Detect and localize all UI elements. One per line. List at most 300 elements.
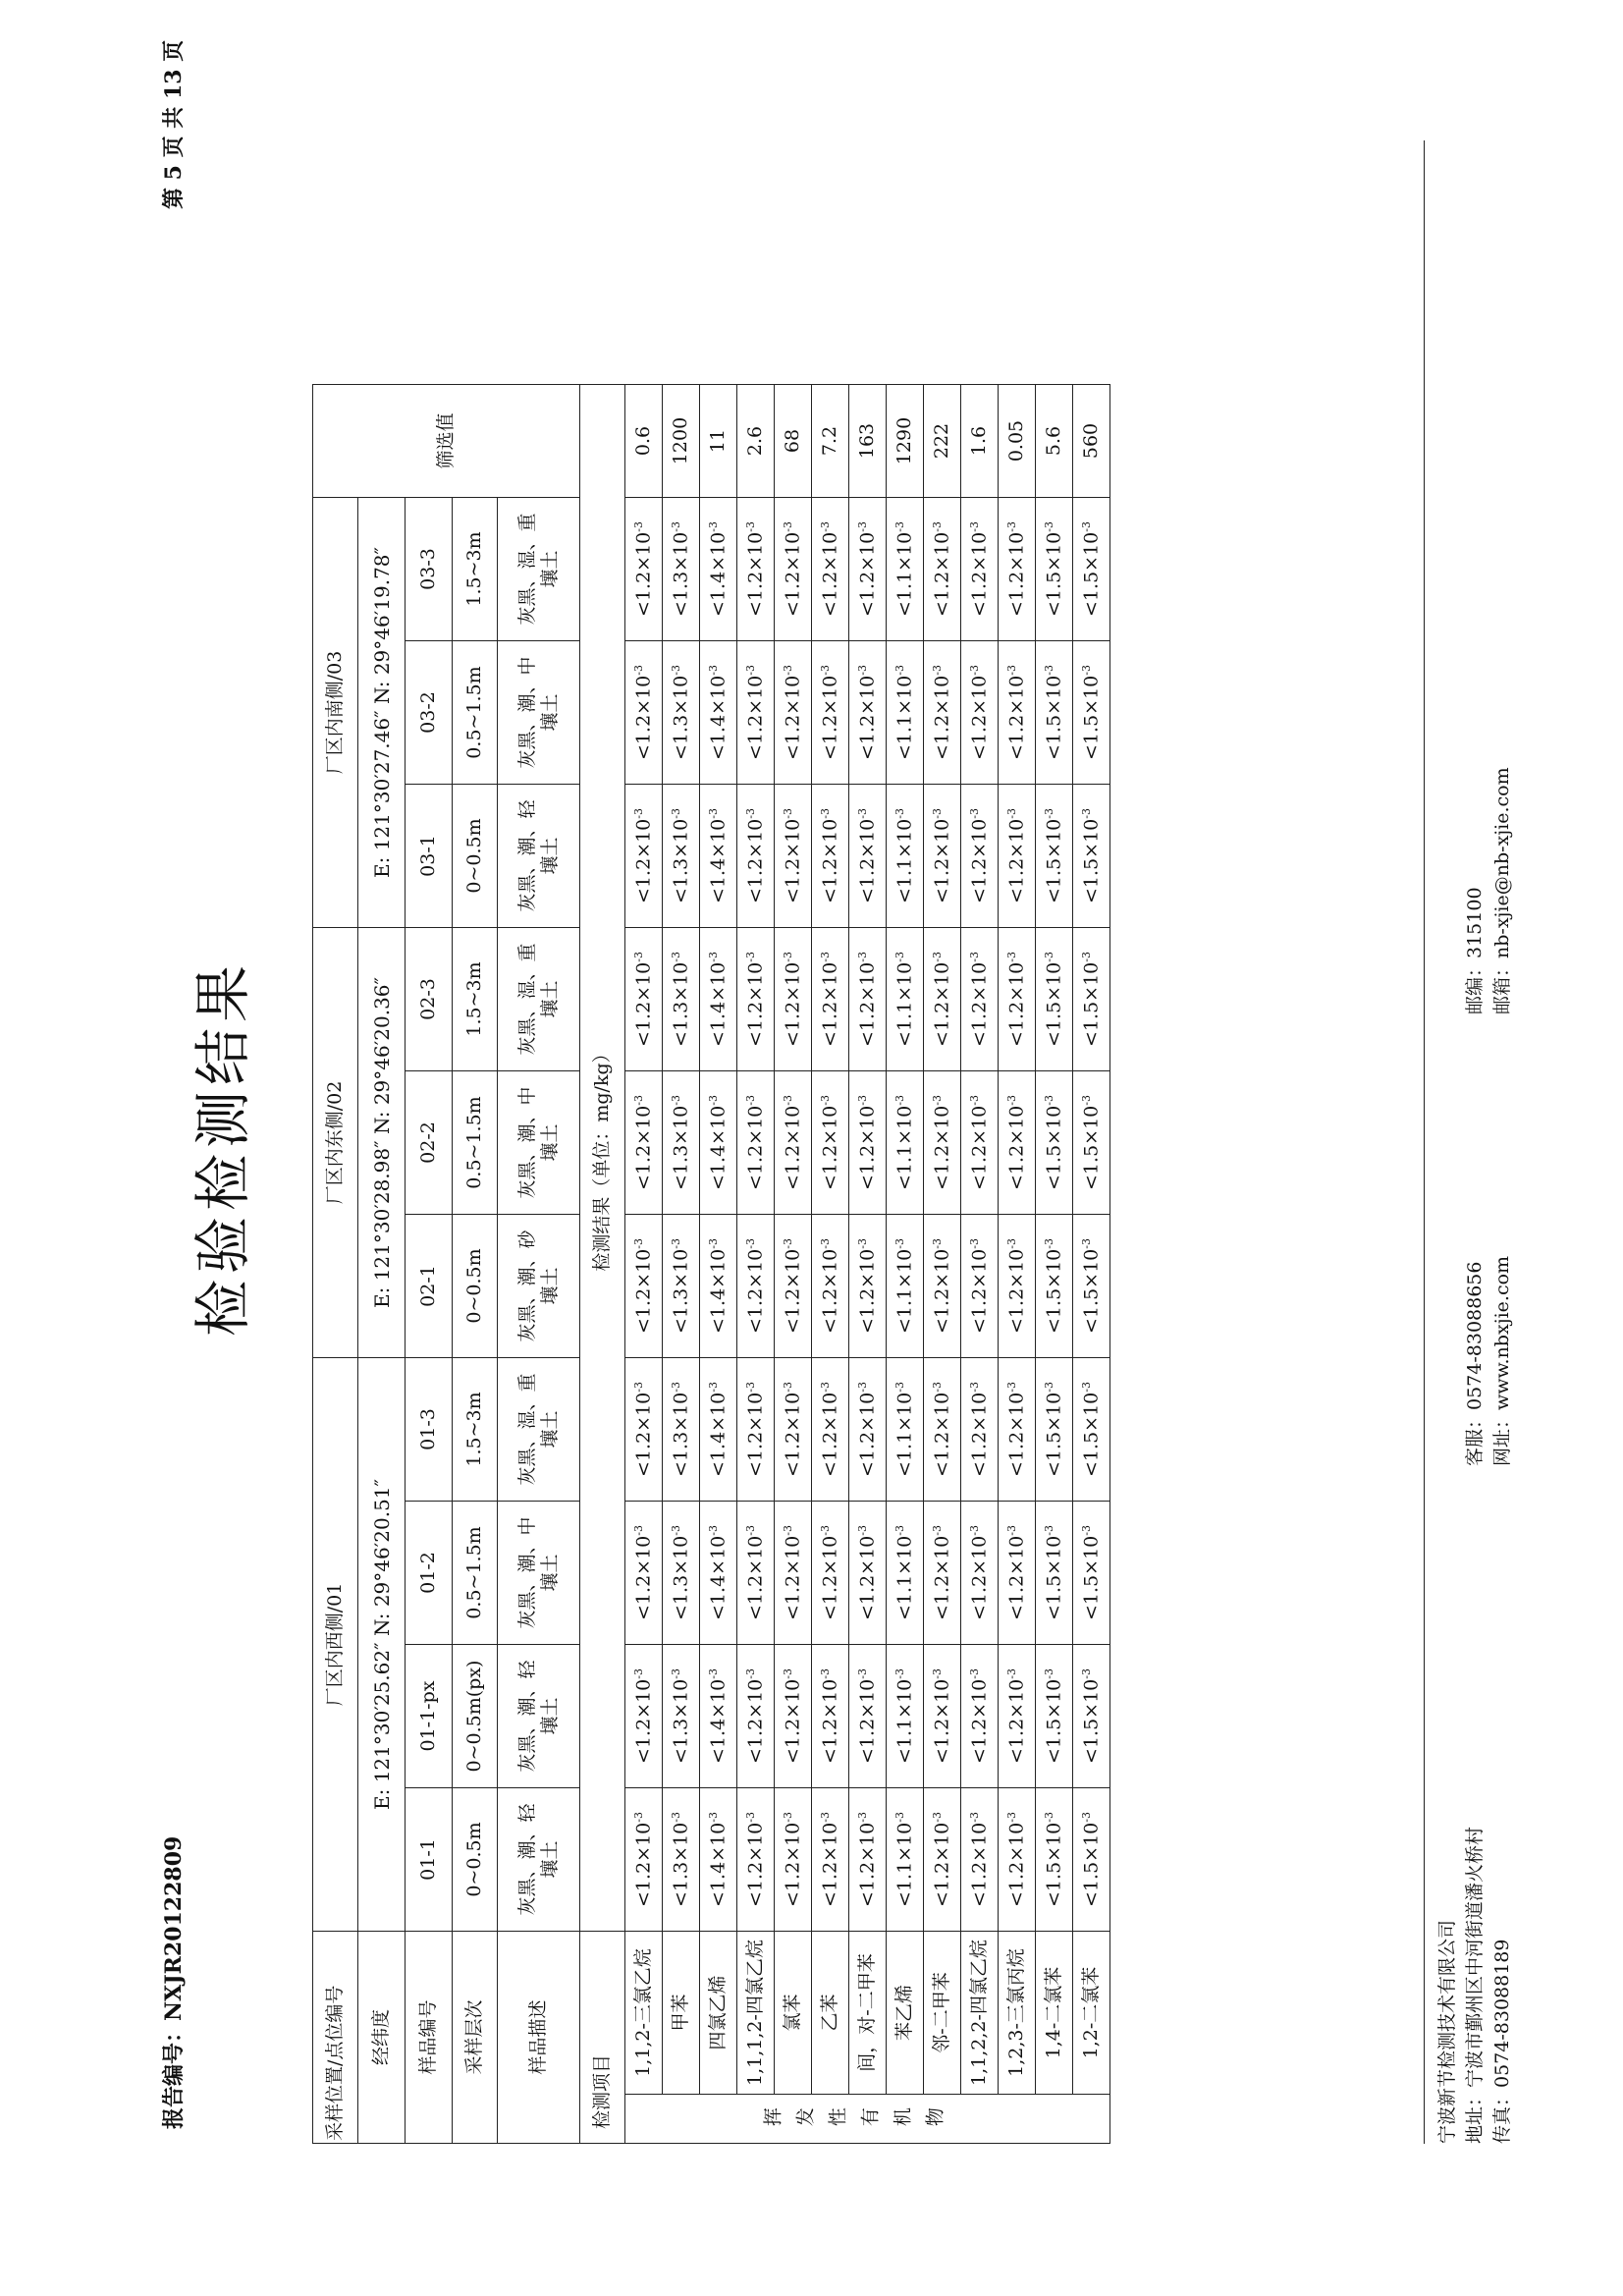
result-exponent: -3: [818, 808, 832, 819]
result-mantissa: <1.5×10: [1043, 1248, 1065, 1334]
result-value: [737, 785, 775, 928]
result-value: [887, 785, 924, 928]
result-value: [775, 1215, 812, 1358]
result-exponent: -3: [930, 521, 944, 532]
result-value: [999, 928, 1036, 1071]
footer-company: 宁波新节检测技术有限公司: [1436, 1919, 1458, 2144]
result-value: [999, 1502, 1036, 1645]
result-exponent: -3: [930, 1525, 944, 1536]
result-value: [812, 785, 849, 928]
sample-id: 01-2: [406, 1502, 453, 1645]
result-mantissa: <1.5×10: [1080, 1535, 1103, 1620]
result-exponent: -3: [631, 521, 645, 532]
result-value: [849, 785, 887, 928]
result-exponent: -3: [930, 808, 944, 819]
result-exponent: -3: [781, 1238, 794, 1249]
result-exponent: -3: [930, 1095, 944, 1106]
location-name: 厂区内南侧/03: [313, 498, 358, 928]
result-exponent: -3: [1079, 1525, 1093, 1536]
screen-value: 222: [924, 385, 961, 498]
result-mantissa: <1.2×10: [1005, 1392, 1028, 1477]
result-value: [737, 1358, 775, 1502]
sample-depth-row: [453, 385, 498, 2144]
result-exponent: -3: [743, 1525, 757, 1536]
result-value: [924, 498, 961, 641]
sample-description: 灰黑、湿、重壤土: [498, 498, 580, 641]
result-exponent: -3: [893, 1668, 906, 1679]
result-value: [700, 1358, 737, 1502]
result-mantissa: <1.2×10: [782, 1105, 804, 1190]
result-mantissa: <1.5×10: [1080, 818, 1103, 903]
screen-value: 560: [1073, 385, 1110, 498]
sample-description: 灰黑、湿、重壤土: [498, 928, 580, 1071]
result-mantissa: <1.5×10: [1080, 1822, 1103, 1907]
result-value: [625, 1788, 663, 1932]
item-name: 甲苯: [663, 1932, 700, 2095]
result-mantissa: <1.2×10: [968, 1248, 991, 1334]
result-value: [775, 928, 812, 1071]
result-value: [625, 785, 663, 928]
result-exponent: -3: [669, 1238, 682, 1249]
sample-id: 03-2: [406, 641, 453, 785]
result-exponent: -3: [930, 1238, 944, 1249]
result-exponent: -3: [706, 1812, 720, 1823]
result-value: [1036, 1502, 1073, 1645]
result-value: [775, 641, 812, 785]
screen-value: 1.6: [961, 385, 999, 498]
result-exponent: -3: [818, 521, 832, 532]
result-mantissa: <1.2×10: [968, 818, 991, 903]
result-mantissa: <1.5×10: [1080, 531, 1103, 617]
result-mantissa: <1.3×10: [670, 1248, 692, 1334]
result-mantissa: <1.2×10: [782, 1248, 804, 1334]
result-exponent: -3: [967, 1238, 981, 1249]
result-exponent: -3: [1004, 1382, 1018, 1393]
result-exponent: -3: [1042, 1525, 1055, 1536]
result-exponent: -3: [893, 665, 906, 676]
result-value: [663, 1502, 700, 1645]
result-mantissa: <1.5×10: [1043, 531, 1065, 617]
result-exponent: -3: [743, 1668, 757, 1679]
table-row: [961, 385, 999, 2144]
result-value: [999, 1215, 1036, 1358]
result-value: [961, 1358, 999, 1502]
sample-id: 03-1: [406, 785, 453, 928]
result-mantissa: <1.2×10: [856, 1105, 879, 1190]
result-value: [961, 785, 999, 928]
result-mantissa: <1.2×10: [782, 1535, 804, 1620]
result-exponent: -3: [967, 1812, 981, 1823]
result-mantissa: <1.2×10: [819, 818, 841, 903]
result-exponent: -3: [781, 1812, 794, 1823]
result-mantissa: <1.2×10: [632, 1822, 655, 1907]
result-mantissa: <1.4×10: [707, 675, 730, 760]
result-exponent: -3: [818, 1525, 832, 1536]
result-exponent: -3: [818, 1812, 832, 1823]
result-exponent: -3: [967, 1668, 981, 1679]
result-mantissa: <1.4×10: [707, 1248, 730, 1334]
result-mantissa: <1.5×10: [1080, 1248, 1103, 1334]
result-mantissa: <1.5×10: [1080, 675, 1103, 760]
page-title: 检验检测结果: [189, 959, 256, 1338]
result-exponent: -3: [669, 521, 682, 532]
result-exponent: -3: [706, 808, 720, 819]
result-exponent: -3: [669, 1382, 682, 1393]
result-exponent: -3: [669, 952, 682, 962]
result-exponent: -3: [743, 1238, 757, 1249]
result-mantissa: <1.5×10: [1043, 1822, 1065, 1907]
result-mantissa: <1.2×10: [632, 1678, 655, 1764]
sample-description: 灰黑、潮、轻壤土: [498, 1788, 580, 1932]
result-value: [1073, 1788, 1110, 1932]
result-value: [924, 1788, 961, 1932]
result-mantissa: <1.2×10: [968, 1535, 991, 1620]
screen-value-header: [313, 385, 580, 498]
result-mantissa: <1.2×10: [968, 1678, 991, 1764]
result-value: [625, 1645, 663, 1788]
result-exponent: -3: [855, 665, 869, 676]
result-mantissa: <1.2×10: [744, 1248, 767, 1334]
result-mantissa: <1.2×10: [931, 1248, 953, 1334]
sample-id: 03-3: [406, 498, 453, 641]
sample-description: 灰黑、潮、砂壤土: [498, 1215, 580, 1358]
result-value: [1036, 1788, 1073, 1932]
result-value: [1036, 785, 1073, 928]
result-exponent: -3: [1004, 952, 1018, 962]
result-value: [924, 1215, 961, 1358]
sample-id: 02-1: [406, 1215, 453, 1358]
result-mantissa: <1.5×10: [1043, 675, 1065, 760]
result-mantissa: <1.1×10: [893, 531, 916, 617]
result-mantissa: <1.3×10: [670, 1535, 692, 1620]
result-value: [999, 1645, 1036, 1788]
result-value: [999, 1788, 1036, 1932]
sample-depth: 1.5~3m: [453, 498, 498, 641]
item-name: 1,2-二氯苯: [1073, 1932, 1110, 2095]
result-exponent: -3: [893, 1095, 906, 1106]
sample-description: 灰黑、潮、轻壤土: [498, 1645, 580, 1788]
result-exponent: -3: [1042, 1095, 1055, 1106]
result-mantissa: <1.5×10: [1043, 1105, 1065, 1190]
result-mantissa: <1.2×10: [856, 1248, 879, 1334]
result-exponent: -3: [743, 521, 757, 532]
sample-depth: 1.5~3m: [453, 928, 498, 1071]
result-mantissa: <1.5×10: [1043, 1535, 1065, 1620]
result-exponent: -3: [1042, 808, 1055, 819]
item-name: 间，对-二甲苯: [849, 1932, 887, 2095]
result-mantissa: <1.2×10: [1005, 1822, 1028, 1907]
result-mantissa: <1.3×10: [670, 531, 692, 617]
result-value: [887, 1358, 924, 1502]
result-exponent: -3: [967, 1525, 981, 1536]
result-mantissa: <1.2×10: [819, 1105, 841, 1190]
result-mantissa: <1.2×10: [632, 1392, 655, 1477]
result-exponent: -3: [930, 1812, 944, 1823]
result-mantissa: <1.5×10: [1080, 961, 1103, 1047]
sample-depth: 0.5~1.5m: [453, 641, 498, 785]
result-value: [924, 1071, 961, 1215]
result-value: [849, 1358, 887, 1502]
result-value: [1073, 785, 1110, 928]
sample-depth: 0~0.5m: [453, 1788, 498, 1932]
screen-value: 163: [849, 385, 887, 498]
result-value: [887, 498, 924, 641]
result-value: [737, 928, 775, 1071]
item-name: 邻-二甲苯: [924, 1932, 961, 2095]
result-exponent: -3: [631, 1238, 645, 1249]
result-value: [924, 1645, 961, 1788]
result-value: [775, 785, 812, 928]
result-value: [849, 641, 887, 785]
sample-depth: 0.5~1.5m: [453, 1071, 498, 1215]
result-exponent: -3: [781, 1382, 794, 1393]
result-mantissa: <1.2×10: [1005, 1105, 1028, 1190]
result-exponent: -3: [967, 952, 981, 962]
sample-description: 灰黑、潮、中壤土: [498, 1071, 580, 1215]
result-mantissa: <1.4×10: [707, 1678, 730, 1764]
result-mantissa: <1.2×10: [931, 818, 953, 903]
result-exponent: -3: [818, 665, 832, 676]
result-exponent: -3: [631, 1095, 645, 1106]
result-mantissa: <1.2×10: [931, 1105, 953, 1190]
result-value: [887, 1645, 924, 1788]
result-mantissa: <1.2×10: [856, 818, 879, 903]
result-value: [812, 1502, 849, 1645]
result-exponent: -3: [706, 521, 720, 532]
footer-email: 邮箱：nb-xjie@nb-xjie.com: [1491, 767, 1513, 1014]
result-exponent: -3: [669, 1812, 682, 1823]
result-exponent: -3: [1079, 1382, 1093, 1393]
result-mantissa: <1.2×10: [632, 1105, 655, 1190]
result-mantissa: <1.2×10: [968, 531, 991, 617]
result-mantissa: <1.2×10: [782, 1678, 804, 1764]
result-mantissa: <1.2×10: [782, 531, 804, 617]
screen-value: 2.6: [737, 385, 775, 498]
result-exponent: -3: [1004, 808, 1018, 819]
result-mantissa: <1.2×10: [744, 1392, 767, 1477]
result-mantissa: <1.2×10: [856, 531, 879, 617]
sample-description: 灰黑、湿、重壤土: [498, 1358, 580, 1502]
coords-value: E: 121°30′28.98″ N: 29°46′20.36″: [358, 928, 406, 1358]
result-exponent: -3: [1042, 1668, 1055, 1679]
result-mantissa: <1.2×10: [819, 675, 841, 760]
result-mantissa: <1.2×10: [931, 1678, 953, 1764]
result-value: [1073, 928, 1110, 1071]
result-mantissa: <1.2×10: [968, 1105, 991, 1190]
result-exponent: -3: [781, 1668, 794, 1679]
result-mantissa: <1.2×10: [782, 675, 804, 760]
result-value: [812, 928, 849, 1071]
result-value: [812, 1358, 849, 1502]
table-row: [887, 385, 924, 2144]
result-value: [625, 1358, 663, 1502]
coords-value: E: 121°30′25.62″ N: 29°46′20.51″: [358, 1358, 406, 1932]
sample-description: 灰黑、潮、中壤土: [498, 1502, 580, 1645]
result-exponent: -3: [781, 808, 794, 819]
footer: [1424, 140, 1513, 2144]
result-exponent: -3: [893, 1238, 906, 1249]
result-value: [663, 1358, 700, 1502]
result-mantissa: <1.5×10: [1043, 961, 1065, 1047]
result-mantissa: <1.2×10: [819, 1678, 841, 1764]
result-value: [1073, 1645, 1110, 1788]
result-mantissa: <1.2×10: [856, 675, 879, 760]
result-exponent: -3: [1042, 521, 1055, 532]
sample-id-row: [406, 385, 453, 2144]
result-mantissa: <1.2×10: [632, 1535, 655, 1620]
result-exponent: -3: [669, 1095, 682, 1106]
location-row: [313, 385, 358, 2144]
result-exponent: -3: [1079, 1668, 1093, 1679]
result-value: [1036, 928, 1073, 1071]
result-exponent: -3: [706, 665, 720, 676]
screen-value: 1290: [887, 385, 924, 498]
result-exponent: -3: [893, 1525, 906, 1536]
sample-id: 01-3: [406, 1358, 453, 1502]
sample-id: 02-3: [406, 928, 453, 1071]
result-value: [1036, 1215, 1073, 1358]
result-exponent: -3: [631, 1668, 645, 1679]
result-mantissa: <1.1×10: [893, 675, 916, 760]
result-exponent: -3: [781, 1095, 794, 1106]
result-exponent: -3: [855, 1812, 869, 1823]
result-value: [999, 785, 1036, 928]
result-mantissa: <1.5×10: [1043, 1392, 1065, 1477]
result-value: [700, 641, 737, 785]
location-name: 厂区内东侧/02: [313, 928, 358, 1358]
result-mantissa: <1.2×10: [744, 961, 767, 1047]
result-value: [775, 1645, 812, 1788]
item-name: 1,1,1,2-四氯乙烷: [737, 1932, 775, 2095]
result-exponent: -3: [855, 1382, 869, 1393]
category-label: 挥发性有机物: [763, 2107, 957, 2130]
result-mantissa: <1.3×10: [670, 1392, 692, 1477]
item-name: 1,2,3-三氯丙烷: [999, 1932, 1036, 2095]
result-value: [887, 1215, 924, 1358]
sample-description: 灰黑、潮、轻壤土: [498, 785, 580, 928]
table-row: [999, 385, 1036, 2144]
result-mantissa: <1.5×10: [1080, 1678, 1103, 1764]
item-name: 四氯乙烯: [700, 1932, 737, 2095]
result-value: [812, 1645, 849, 1788]
result-value: [924, 1502, 961, 1645]
result-mantissa: <1.2×10: [931, 961, 953, 1047]
result-exponent: -3: [631, 1525, 645, 1536]
result-exponent: -3: [1004, 1238, 1018, 1249]
result-exponent: -3: [818, 952, 832, 962]
result-mantissa: <1.4×10: [707, 1822, 730, 1907]
result-value: [775, 1071, 812, 1215]
result-value: [700, 1502, 737, 1645]
result-value: [812, 498, 849, 641]
coords-label: 经纬度: [358, 1932, 406, 2144]
result-value: [1073, 1358, 1110, 1502]
result-value: [663, 1215, 700, 1358]
result-mantissa: <1.2×10: [931, 675, 953, 760]
result-mantissa: <1.5×10: [1080, 1392, 1103, 1477]
result-value: [663, 1071, 700, 1215]
result-mantissa: <1.2×10: [632, 961, 655, 1047]
table-row: [700, 385, 737, 2144]
result-value: [737, 641, 775, 785]
result-exponent: -3: [706, 952, 720, 962]
result-exponent: -3: [781, 665, 794, 676]
result-exponent: -3: [743, 808, 757, 819]
result-mantissa: <1.1×10: [893, 1392, 916, 1477]
result-value: [663, 1788, 700, 1932]
result-mantissa: <1.2×10: [1005, 531, 1028, 617]
location-label: 采样位置/点位编号: [313, 1932, 358, 2144]
table-row: [663, 385, 700, 2144]
footer-fax: 传真：0574-83088189: [1491, 1939, 1513, 2144]
result-exponent: -3: [1004, 1525, 1018, 1536]
result-mantissa: <1.3×10: [670, 1822, 692, 1907]
result-mantissa: <1.5×10: [1080, 1105, 1103, 1190]
result-exponent: -3: [1004, 665, 1018, 676]
result-value: [849, 1645, 887, 1788]
result-value: [961, 1215, 999, 1358]
result-value: [812, 1071, 849, 1215]
result-exponent: -3: [631, 665, 645, 676]
result-mantissa: <1.3×10: [670, 818, 692, 903]
result-value: [700, 928, 737, 1071]
result-mantissa: <1.2×10: [744, 1678, 767, 1764]
result-mantissa: <1.1×10: [893, 1822, 916, 1907]
sample-id: 02-2: [406, 1071, 453, 1215]
results-table: [312, 384, 1110, 2144]
location-name: 厂区内西侧/01: [313, 1358, 358, 1932]
screen-value: 5.6: [1036, 385, 1073, 498]
result-value: [625, 1071, 663, 1215]
item-name: 1,4-二氯苯: [1036, 1932, 1073, 2095]
sample-id: 01-1: [406, 1788, 453, 1932]
result-value: [961, 1071, 999, 1215]
coords-row: [358, 385, 406, 2144]
footer-postcode: 邮编：315100: [1464, 887, 1486, 1014]
result-value: [961, 1645, 999, 1788]
sample-id: 01-1-px: [406, 1645, 453, 1788]
result-exponent: -3: [967, 665, 981, 676]
result-exponent: -3: [1004, 521, 1018, 532]
result-value: [999, 1358, 1036, 1502]
result-mantissa: <1.2×10: [931, 1535, 953, 1620]
results-caption: 检测结果（单位：mg/kg）: [580, 385, 625, 1932]
sample-depth: 0~0.5m: [453, 785, 498, 928]
result-value: [700, 785, 737, 928]
result-value: [663, 785, 700, 928]
result-value: [1073, 498, 1110, 641]
result-value: [737, 498, 775, 641]
result-mantissa: <1.4×10: [707, 1105, 730, 1190]
item-name: 乙苯: [812, 1932, 849, 2095]
result-mantissa: <1.3×10: [670, 961, 692, 1047]
result-exponent: -3: [967, 1382, 981, 1393]
result-exponent: -3: [631, 952, 645, 962]
result-exponent: -3: [1042, 1812, 1055, 1823]
result-exponent: -3: [706, 1668, 720, 1679]
result-mantissa: <1.3×10: [670, 1678, 692, 1764]
result-value: [849, 928, 887, 1071]
category-cell: [625, 2095, 1110, 2144]
result-exponent: -3: [818, 1668, 832, 1679]
result-value: [663, 641, 700, 785]
result-value: [700, 1788, 737, 1932]
result-value: [1073, 641, 1110, 785]
result-mantissa: <1.2×10: [632, 818, 655, 903]
result-mantissa: <1.2×10: [744, 818, 767, 903]
page-indicator: 第 5 页 共 13 页: [161, 39, 187, 209]
result-value: [737, 1215, 775, 1358]
